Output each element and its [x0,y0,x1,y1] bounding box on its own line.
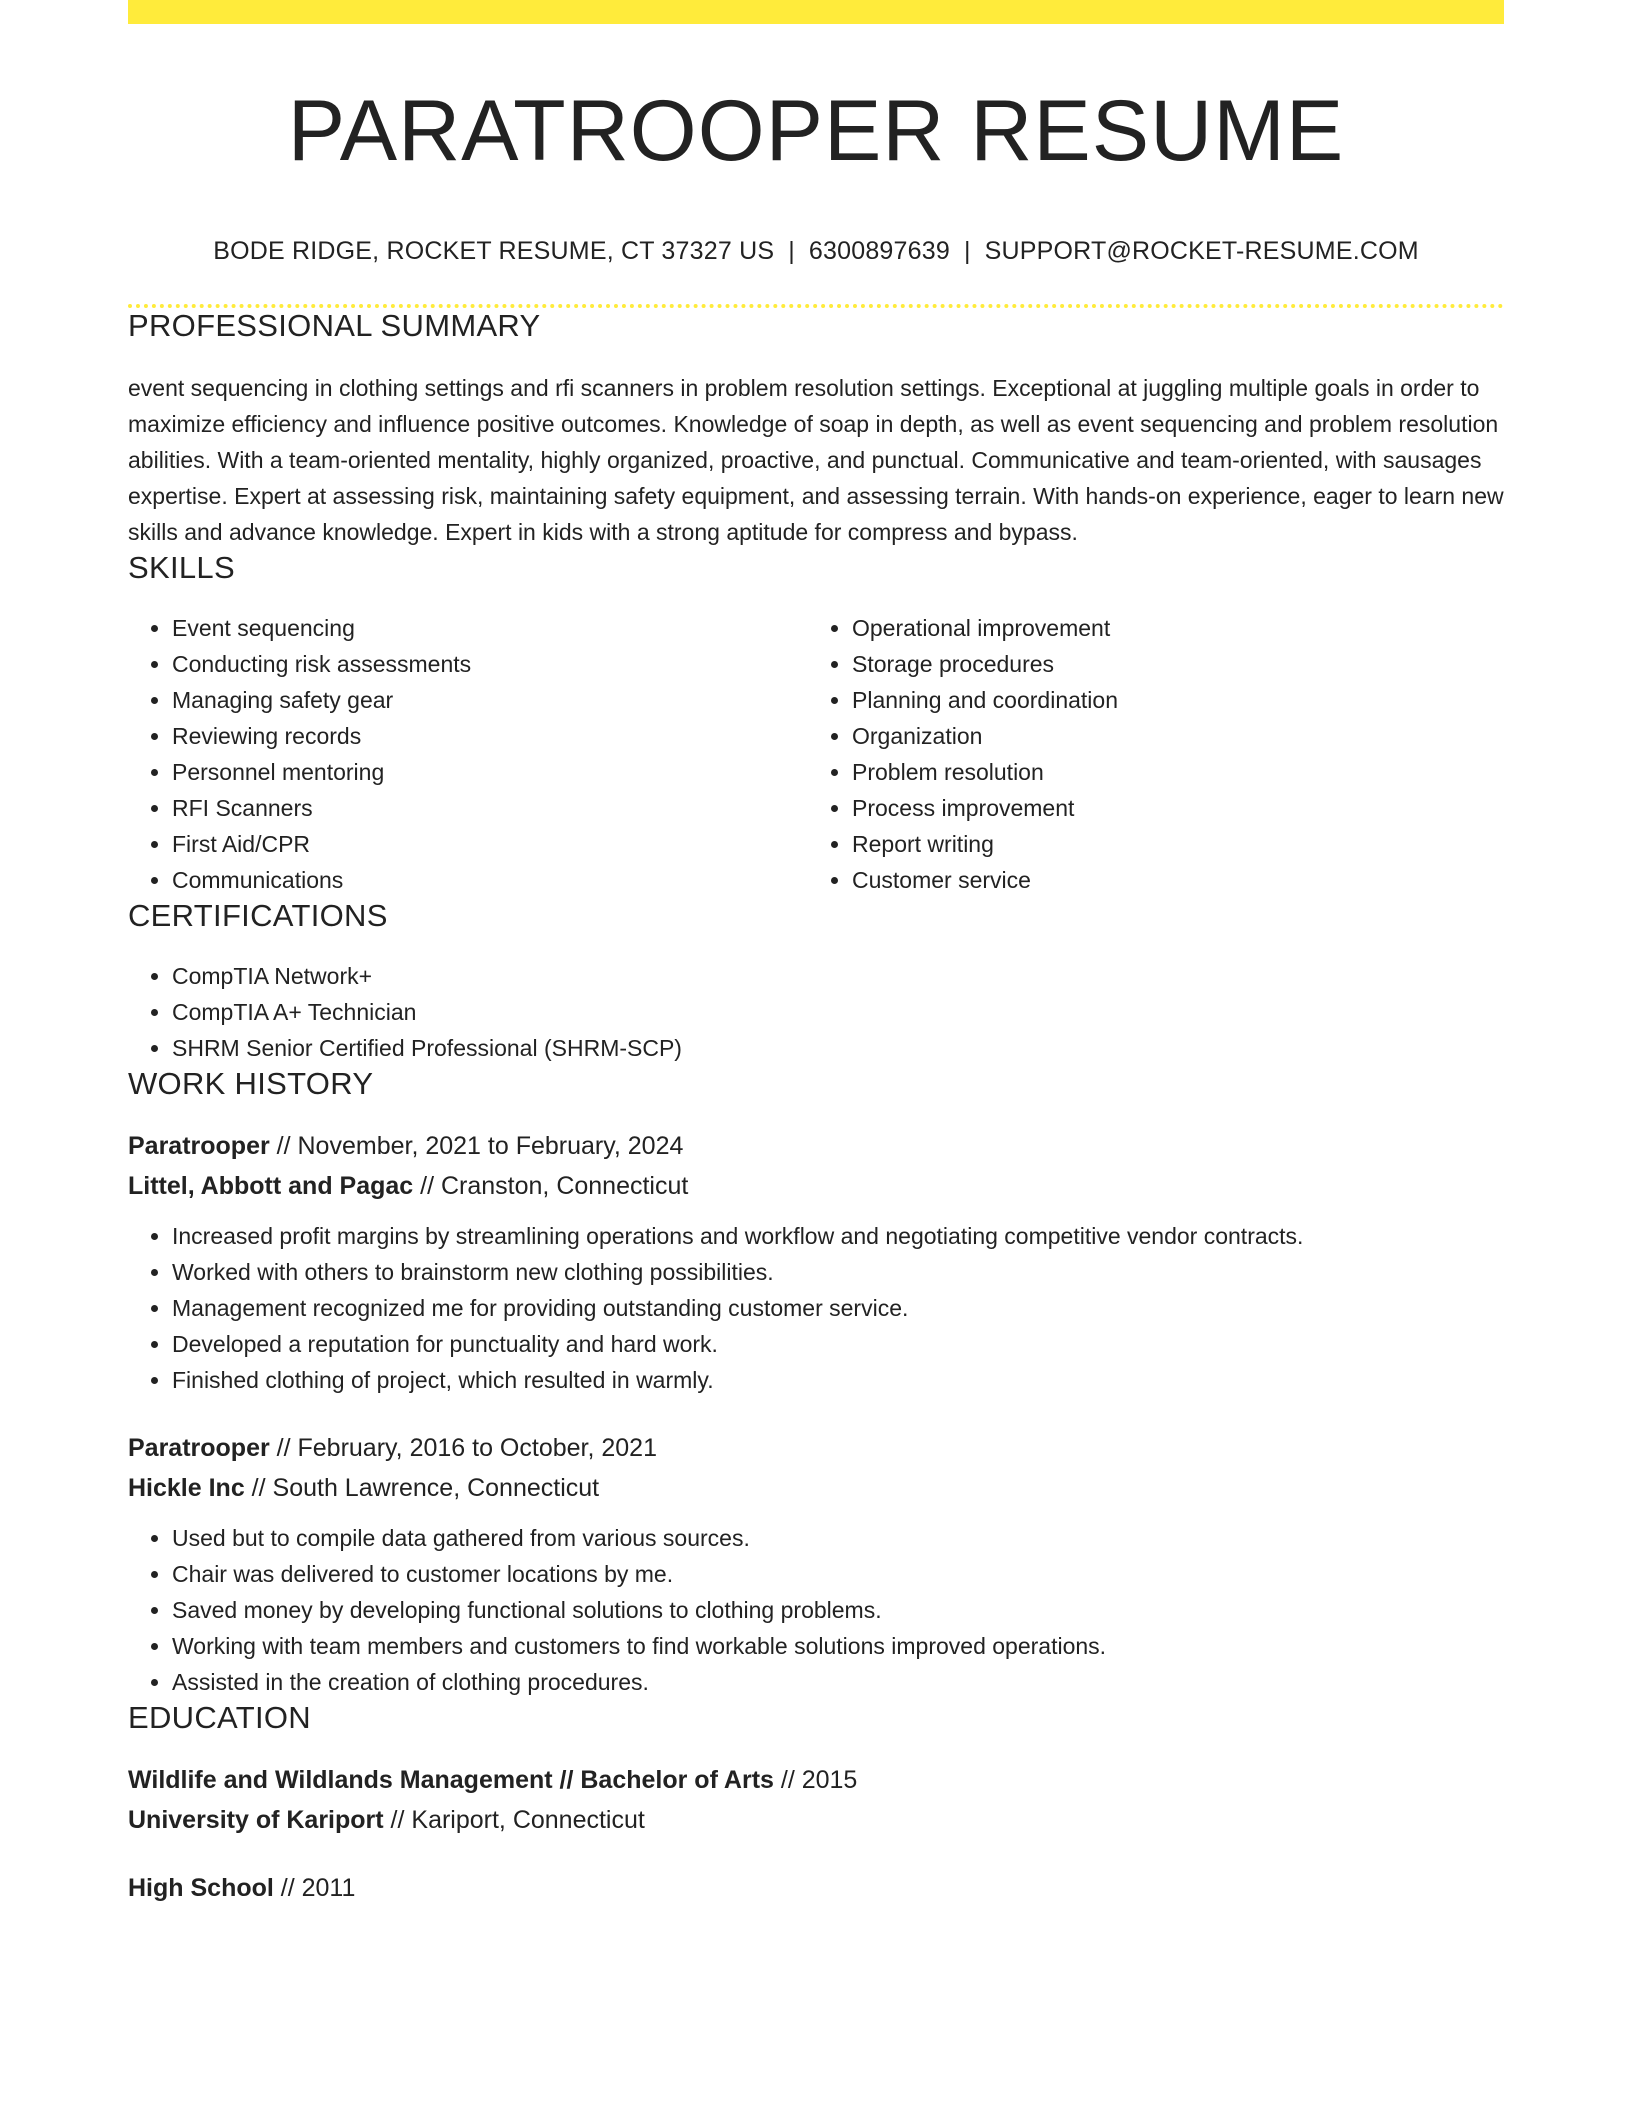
job-bullet: • Finished clothing of project, which resulted in warmly. [172,1362,1504,1398]
job-bullet: • Saved money by developing functional solutions to clothing problems. [172,1592,1504,1628]
contact-separator: | [963,236,971,265]
skill-item: • Event sequencing [172,610,806,646]
skill-item: • Organization [852,718,1486,754]
job-bullets [128,1520,1504,1700]
job-bullet: • Used but to compile data gathered from various sources. [172,1520,1504,1556]
job-bullet: • Assisted in the creation of clothing procedures. [172,1664,1504,1700]
certification-item: • CompTIA A+ Technician [172,994,1504,1030]
skills-list-left [128,610,806,898]
skill-item: • Process improvement [852,790,1486,826]
job-company-line [128,1468,1504,1508]
job-location: // South Lawrence, Connecticut [244,1473,600,1502]
skill-item: • Report writing [852,826,1486,862]
resume-page [128,0,1504,1908]
job-bullet: • Chair was delivered to customer locations by me. [172,1556,1504,1592]
job-entry [128,1428,1504,1700]
contact-phone: 6300897639 [808,236,950,265]
skill-item: • Operational improvement [852,610,1486,646]
skills-list-right [806,610,1486,898]
summary-heading: PROFESSIONAL SUMMARY [128,307,541,343]
job-bullet: • Developed a reputation for punctuality and hard work. [172,1326,1504,1362]
job-company-line [128,1166,1504,1206]
education-school-line [128,1800,1504,1840]
skills-columns [128,586,1504,898]
education-entry [128,1868,1504,1908]
certifications-heading: CERTIFICATIONS [128,897,388,933]
job-bullet: • Working with team members and customers to find workable solutions improved operations. [172,1628,1504,1664]
contact-line [128,237,1504,266]
skill-item: • Reviewing records [172,718,806,754]
skill-item: • Personnel mentoring [172,754,806,790]
education-degree-line [128,1868,1504,1908]
certifications-list [128,958,1504,1066]
contact-separator: | [788,236,795,265]
summary-text: event sequencing in clothing settings and rfi scanners in problem resolution settings. Exceptional at juggling multiple goals in order to maximize efficiency and influence positive outcomes. Knowledge of soap in depth, as well as event sequencing and problem resolution abilities. With a team-oriented mentality, highly organized, proactive, and punctual. Communicative and team-oriented, with sausages expertise. Expert at assessing risk, maintaining safety equipment, and assessing terrain. With hands-on experience, eager to learn new skills and advance knowledge. Expert in kids with a strong aptitude for compress and bypass. [128,374,1504,545]
education-heading: EDUCATION [128,1699,311,1735]
education-degree: Wildlife and Wildlands Management // Bachelor of Arts [128,1765,774,1794]
skill-item: • Communications [172,862,806,898]
skill-item: • Managing safety gear [172,682,806,718]
work-history-heading: WORK HISTORY [128,1065,374,1101]
job-title-line [128,1126,1504,1166]
job-bullet: • Management recognized me for providing outstanding customer service. [172,1290,1504,1326]
contact-email: SUPPORT@ROCKET-RESUME.COM [984,236,1419,265]
job-title-line [128,1428,1504,1468]
job-bullet: • Worked with others to brainstorm new clothing possibilities. [172,1254,1504,1290]
job-bullet: • Increased profit margins by streamlining operations and workflow and negotiating competitive vendor contracts. [172,1218,1504,1254]
job-dates: // February, 2016 to October, 2021 [269,1433,657,1462]
skill-item: • Storage procedures [852,646,1486,682]
education-degree: High School [128,1873,274,1902]
certification-item: • SHRM Senior Certified Professional (SHRM-SCP) [172,1030,1504,1066]
skill-item: • Planning and coordination [852,682,1486,718]
education-year: // 2011 [273,1873,356,1902]
education-school: University of Kariport [128,1805,384,1834]
job-title: Paratrooper [128,1131,270,1160]
education-year: // 2015 [773,1765,858,1794]
job-title: Paratrooper [128,1433,270,1462]
education-degree-line [128,1760,1504,1800]
resume-title: PARATROOPER RESUME [287,83,1345,179]
job-entry [128,1126,1504,1398]
job-location: // Cranston, Connecticut [413,1171,689,1200]
education-location: // Kariport, Connecticut [383,1805,645,1834]
skill-item: • Conducting risk assessments [172,646,806,682]
skill-item: • RFI Scanners [172,790,806,826]
job-company: Hickle Inc [128,1473,245,1502]
skill-item: • Customer service [852,862,1486,898]
skill-item: • First Aid/CPR [172,826,806,862]
education-entry [128,1760,1504,1840]
certification-item: • CompTIA Network+ [172,958,1504,994]
job-company: Littel, Abbott and Pagac [128,1171,414,1200]
skills-heading: SKILLS [128,549,235,585]
job-dates: // November, 2021 to February, 2024 [269,1131,684,1160]
contact-address: BODE RIDGE, ROCKET RESUME, CT 37327 US [213,236,775,265]
skill-item: • Problem resolution [852,754,1486,790]
top-accent-bar [128,0,1504,24]
job-bullets [128,1218,1504,1398]
